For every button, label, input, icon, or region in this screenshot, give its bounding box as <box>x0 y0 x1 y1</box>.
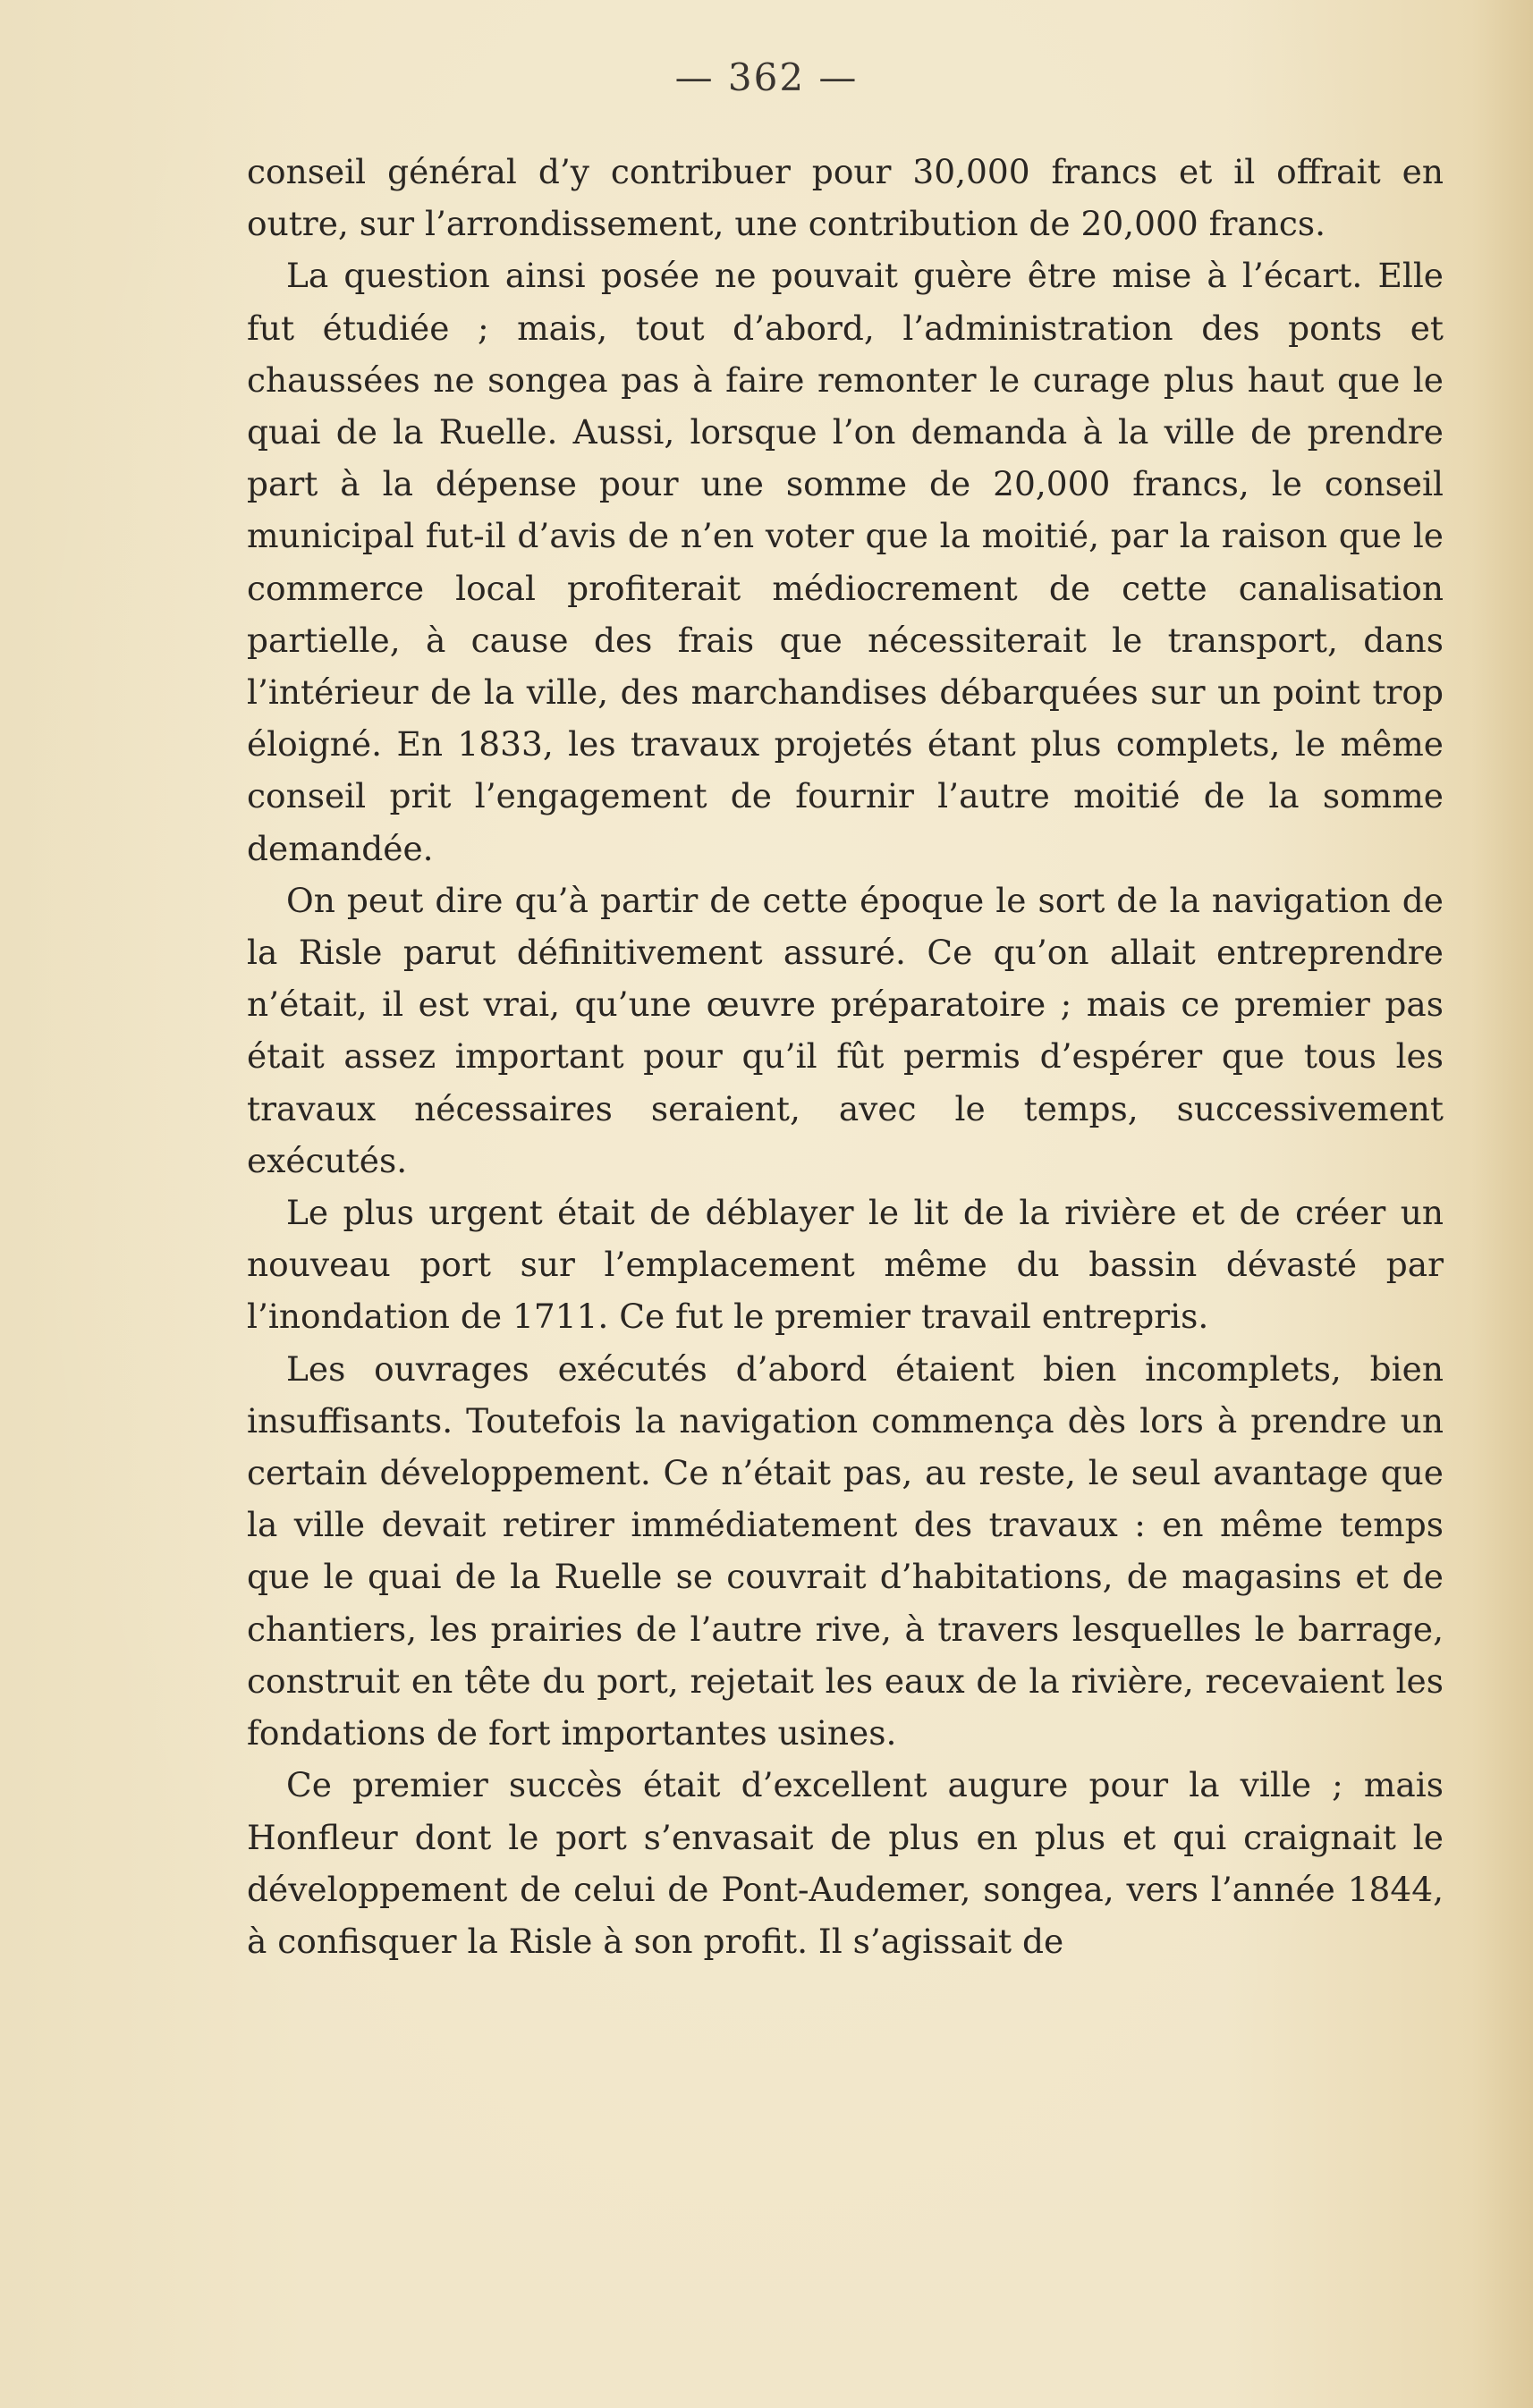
paragraph: La question ainsi posée ne pouvait guère être mise à l’écart. Elle fut étudiée ; mais, tout d’abord, l’administration des ponts et chaussées ne songea pas à faire remonter le curage plus haut que le quai de la Ruelle. Aussi, lorsque l’on demanda à la ville de prendre part à la dépense pour une somme de 20,000 francs, le conseil municipal fut-il d’avis de n’en voter que la moitié, par la raison que le commerce local profiterait médiocrement de cette canalisation partielle, à cause des frais que nécessiterait le transport, dans l’intérieur de la ville, des marchandises débarquées sur un point trop éloigné. En 1833, les travaux projetés étant plus complets, le même conseil prit l’engagement de fournir l’autre moitié de la somme demandée. <box>247 256 1444 868</box>
paragraph: Ce premier succès était d’excellent augure pour la ville ; mais Honfleur dont le port s’envasait de plus en plus et qui craignait le développement de celui de Pont-Audemer, songea, vers l’année 1844, à confisquer la Risle à son profit. Il s’agissait de <box>247 1765 1444 1961</box>
body-text <box>247 146 1444 1967</box>
paragraph: Les ouvrages exécutés d’abord étaient bien incomplets, bien insuffisants. Toutefois la navigation commença dès lors à prendre un certain développement. Ce n’était pas, au reste, le seul avantage que la ville devait retirer immédiatement des travaux : en même temps que le quai de la Ruelle se couvrait d’habitations, de magasins et de chantiers, les prairies de l’autre rive, à travers lesquelles le barrage, construit en tête du port, rejetait les eaux de la rivière, recevaient les fondations de fort importantes usines. <box>247 1348 1444 1753</box>
paragraph: On peut dire qu’à partir de cette époque le sort de la navigation de la Risle parut définitivement assuré. Ce qu’on allait entreprendre n’était, il est vrai, qu’une œuvre préparatoire ; mais ce premier pas était assez important pour qu’il fût permis d’espérer que tous les travaux nécessaires seraient, avec le temps, successivement exécutés. <box>247 880 1444 1180</box>
paragraph-continuation: conseil général d’y contribuer pour 30,000 francs et il offrait en outre, sur l’arrondissement, une contribution de 20,000 francs. <box>247 152 1444 244</box>
page-number: — 362 — <box>674 55 859 99</box>
paragraph: Le plus urgent était de déblayer le lit de la rivière et de créer un nouveau port sur l’emplacement même du bassin dévasté par l’inondation de 1711. Ce fut le premier travail entrepris. <box>247 1193 1444 1337</box>
